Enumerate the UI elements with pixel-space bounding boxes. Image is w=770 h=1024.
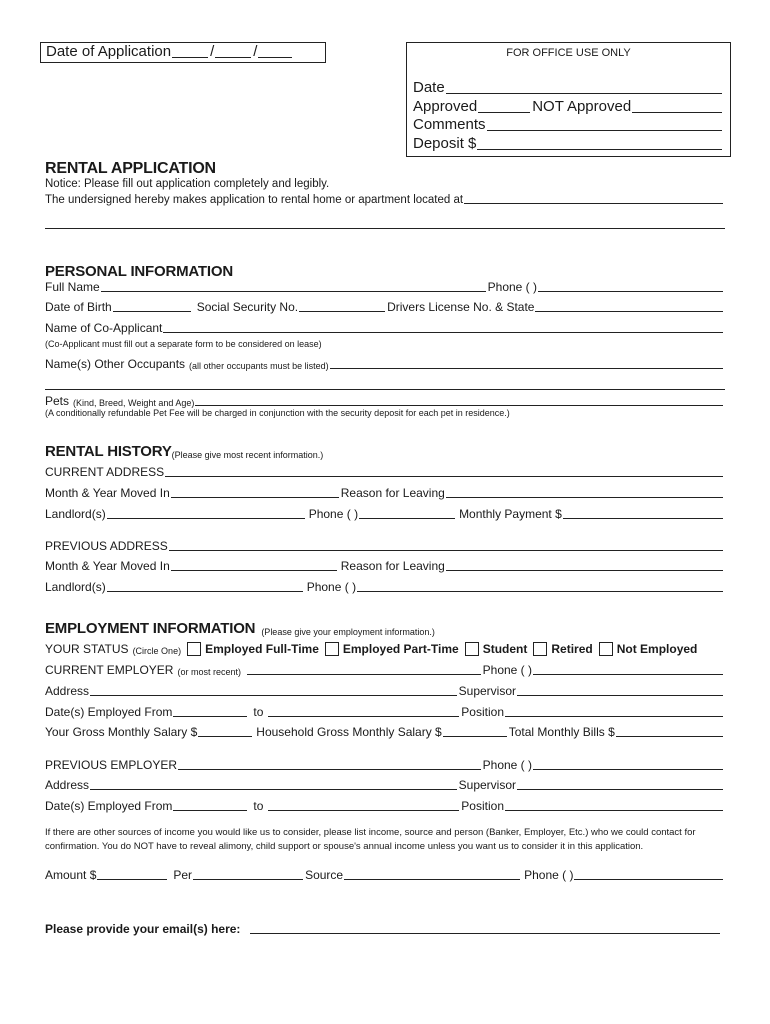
current-employer-label: CURRENT EMPLOYER (45, 663, 174, 677)
household-salary-field[interactable] (443, 736, 507, 737)
landlord-phone-field[interactable] (359, 518, 455, 519)
previous-employer-phone-field[interactable] (533, 769, 723, 770)
landlord-phone-field-2[interactable] (357, 591, 723, 592)
previous-supervisor-label: Supervisor (458, 778, 516, 792)
employed-from-label: Date(s) Employed From (45, 705, 173, 719)
employment-note: (Please give your employment information.) (261, 627, 435, 637)
monthly-payment-label: Monthly Payment $ (459, 507, 562, 521)
employed-full-time-checkbox[interactable] (187, 642, 201, 656)
per-label: Per (173, 868, 193, 882)
previous-employer-field[interactable] (178, 769, 481, 770)
rental-history-title: RENTAL HISTORY (45, 443, 172, 460)
other-income-text: If there are other sources of income you would like us to consider, please list income, source and person (Banker, Employer, Etc.) who we could contact for confirmation. You do NOT have to reveal alimony, child support or spouse's annual income unless you want us to consider it in this application. (45, 827, 696, 852)
previous-address-label: PREVIOUS ADDRESS (45, 539, 168, 553)
employed-part-time-checkbox[interactable] (325, 642, 339, 656)
previous-supervisor-field[interactable] (517, 789, 723, 790)
previous-position-label: Position (461, 799, 504, 813)
reason-leaving-label-2: Reason for Leaving (340, 559, 445, 573)
personal-information-title: PERSONAL INFORMATION (45, 263, 233, 280)
email-label: Please provide your email(s) here: (45, 922, 241, 936)
previous-employer-address-field[interactable] (90, 789, 457, 790)
income-phone-label: Phone ( ) (524, 868, 574, 882)
monthly-bills-field[interactable] (616, 736, 723, 737)
property-address-field-2[interactable] (45, 228, 725, 229)
landlord-phone-label: Phone ( ) (308, 507, 359, 521)
household-salary-label: Household Gross Monthly Salary $ (256, 725, 442, 739)
moved-in-label: Month & Year Moved In (45, 486, 170, 500)
retired-label: Retired (551, 642, 593, 656)
email-field[interactable] (250, 933, 720, 934)
ssn-label: Social Security No. (196, 300, 299, 314)
pets-field[interactable] (195, 405, 723, 406)
office-comments-label: Comments (413, 116, 486, 133)
current-employer-field[interactable] (247, 674, 481, 675)
employer-address-field[interactable] (90, 695, 457, 696)
gross-salary-field[interactable] (198, 736, 252, 737)
amount-label: Amount $ (45, 868, 97, 882)
retired-checkbox[interactable] (533, 642, 547, 656)
source-label: Source (305, 868, 344, 882)
other-occupants-note: (all other occupants must be listed) (189, 361, 329, 371)
co-applicant-field[interactable] (163, 332, 723, 333)
supervisor-field[interactable] (517, 695, 723, 696)
current-address-label: CURRENT ADDRESS (45, 465, 165, 479)
phone-label: Phone ( ) (487, 280, 537, 294)
previous-address-field[interactable] (169, 550, 723, 551)
gross-salary-label: Your Gross Monthly Salary $ (45, 725, 198, 739)
drivers-license-label: Drivers License No. & State (387, 300, 535, 314)
full-name-field[interactable] (101, 291, 486, 292)
position-field[interactable] (505, 716, 723, 717)
previous-employed-to-label: to (253, 799, 264, 813)
your-status-label: YOUR STATUS (45, 642, 129, 656)
co-applicant-note: (Co-Applicant must fill out a separate form to be considered on lease) (45, 339, 322, 349)
dob-field[interactable] (113, 311, 191, 312)
circle-one-note: (Circle One) (132, 646, 182, 656)
pets-note: (Kind, Breed, Weight and Age) (73, 398, 195, 408)
undersigned-text: The undersigned hereby makes application to rental home or apartment located at (45, 194, 464, 206)
drivers-license-field[interactable] (535, 311, 723, 312)
date-of-application-label: Date of Application (46, 43, 172, 60)
phone-field[interactable] (538, 291, 723, 292)
student-label: Student (482, 642, 528, 656)
office-date-label: Date (413, 79, 445, 96)
office-not-approved-label: NOT Approved (532, 98, 632, 115)
moved-in-field[interactable] (171, 497, 339, 498)
current-address-field[interactable] (165, 476, 723, 477)
rental-application-title: RENTAL APPLICATION (45, 160, 216, 177)
office-use-title: FOR OFFICE USE ONLY (506, 47, 631, 59)
employed-part-time-label: Employed Part-Time (342, 642, 459, 656)
landlord-field[interactable] (107, 518, 305, 519)
office-approved-label: Approved (413, 98, 478, 115)
previous-employer-phone-label: Phone ( ) (482, 758, 532, 772)
office-date-field[interactable] (446, 93, 722, 94)
office-not-approved-field[interactable] (632, 112, 722, 113)
moved-in-label-2: Month & Year Moved In (45, 559, 170, 573)
employed-to-label: to (253, 705, 264, 719)
office-use-box (406, 42, 731, 157)
landlord-label: Landlord(s) (45, 507, 106, 521)
date-month-field[interactable] (172, 57, 208, 58)
notice-text: Notice: Please fill out application completely and legibly. (45, 178, 330, 190)
rental-history-note: (Please give most recent information.) (171, 450, 324, 460)
office-deposit-field[interactable] (477, 149, 722, 150)
employed-to-field[interactable] (268, 716, 459, 717)
employment-information-title: EMPLOYMENT INFORMATION (45, 620, 256, 637)
student-checkbox[interactable] (465, 642, 479, 656)
date-separator: / (253, 43, 258, 60)
date-separator: / (210, 43, 215, 60)
income-phone-field[interactable] (574, 879, 723, 880)
not-employed-checkbox[interactable] (599, 642, 613, 656)
date-day-field[interactable] (215, 57, 251, 58)
landlord-phone-label-2: Phone ( ) (306, 580, 357, 594)
employer-phone-label: Phone ( ) (482, 663, 532, 677)
other-occupants-field[interactable] (330, 368, 723, 369)
previous-employer-label: PREVIOUS EMPLOYER (45, 758, 178, 772)
reason-leaving-label: Reason for Leaving (340, 486, 445, 500)
landlord-field-2[interactable] (107, 591, 303, 592)
other-occupants-label: Name(s) Other Occupants (45, 357, 186, 371)
previous-position-field[interactable] (505, 810, 723, 811)
pets-label: Pets (45, 394, 70, 408)
monthly-payment-field[interactable] (563, 518, 723, 519)
source-field[interactable] (344, 879, 520, 880)
previous-employed-from-label: Date(s) Employed From (45, 799, 173, 813)
date-year-field[interactable] (258, 57, 292, 58)
previous-employer-address-label: Address (45, 778, 90, 792)
employed-full-time-label: Employed Full-Time (205, 642, 319, 656)
reason-leaving-field-2[interactable] (446, 570, 723, 571)
previous-employed-to-field[interactable] (268, 810, 459, 811)
position-label: Position (461, 705, 504, 719)
dob-label: Date of Birth (45, 300, 112, 314)
monthly-bills-label: Total Monthly Bills $ (508, 725, 615, 739)
not-employed-label: Not Employed (616, 642, 698, 656)
amount-field[interactable] (97, 879, 167, 880)
pet-fee-note: (A conditionally refundable Pet Fee will be charged in conjunction with the security deposit for each pet in residence.) (45, 408, 510, 418)
office-comments-field[interactable] (487, 130, 722, 131)
per-field[interactable] (193, 879, 303, 880)
full-name-label: Full Name (45, 280, 100, 294)
other-occupants-field-2[interactable] (45, 389, 725, 390)
most-recent-note: (or most recent) (177, 667, 241, 677)
landlord-label-2: Landlord(s) (45, 580, 106, 594)
co-applicant-label: Name of Co-Applicant (45, 321, 163, 335)
employer-phone-field[interactable] (533, 674, 723, 675)
previous-employed-from-field[interactable] (173, 810, 247, 811)
ssn-field[interactable] (299, 311, 385, 312)
supervisor-label: Supervisor (458, 684, 516, 698)
employed-from-field[interactable] (173, 716, 247, 717)
office-approved-field[interactable] (478, 112, 530, 113)
reason-leaving-field[interactable] (446, 497, 723, 498)
moved-in-field-2[interactable] (171, 570, 337, 571)
property-address-field[interactable] (464, 203, 723, 204)
employer-address-label: Address (45, 684, 90, 698)
date-of-application-box (40, 42, 326, 63)
office-deposit-label: Deposit $ (413, 135, 477, 152)
